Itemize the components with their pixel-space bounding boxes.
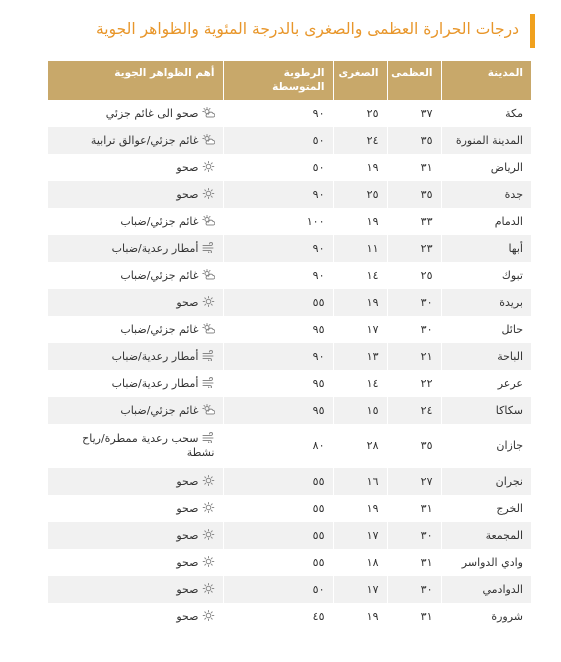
table-row (48, 603, 531, 630)
humidity-cell: ٥٥ (223, 495, 333, 522)
city-cell: نجران (441, 468, 531, 495)
table-row (48, 576, 531, 603)
table-row (48, 522, 531, 549)
table-row (48, 316, 531, 343)
humidity-cell: ٥٥ (223, 468, 333, 495)
city-cell: الباحة (441, 343, 531, 370)
humidity-cell: ١٠٠ (223, 208, 333, 235)
conditions-cell (48, 424, 223, 468)
humidity-cell: ٩٠ (223, 181, 333, 208)
header-min: الصغرى (333, 61, 387, 100)
humidity-cell: ٥٥ (223, 289, 333, 316)
humidity-cell: ٩٥ (223, 397, 333, 424)
conditions-cell (48, 235, 223, 262)
table-row (48, 549, 531, 576)
conditions-cell (48, 468, 223, 495)
sun-cloud-icon (202, 404, 215, 415)
max-temp-cell: ٣٧ (387, 100, 441, 127)
conditions-cell (48, 127, 223, 154)
humidity-cell: ٩٠ (223, 235, 333, 262)
conditions-text: غائم جزئي/ضباب (120, 322, 199, 336)
conditions-text: سحب رعدية ممطرة/رياح نشطة (82, 432, 215, 459)
conditions-cell (48, 522, 223, 549)
max-temp-cell: ٣٠ (387, 289, 441, 316)
section-header (60, 14, 535, 48)
sun-icon (202, 161, 215, 172)
sun-icon (202, 583, 215, 594)
max-temp-cell: ٣٠ (387, 316, 441, 343)
max-temp-cell: ٢٥ (387, 262, 441, 289)
humidity-cell: ٥٠ (223, 127, 333, 154)
header-humidity: الرطوبة المتوسطة (223, 61, 333, 100)
conditions-text: صحو (176, 609, 199, 623)
min-temp-cell: ١٩ (333, 603, 387, 630)
min-temp-cell: ١٧ (333, 316, 387, 343)
conditions-text: غائم جزئي/ضباب (120, 403, 199, 417)
wind-icon (202, 432, 215, 443)
min-temp-cell: ١٥ (333, 397, 387, 424)
max-temp-cell: ٣٥ (387, 181, 441, 208)
wind-icon (202, 377, 215, 388)
max-temp-cell: ٣٠ (387, 522, 441, 549)
min-temp-cell: ١٧ (333, 522, 387, 549)
conditions-text: صحو (176, 295, 199, 309)
max-temp-cell: ٣٥ (387, 424, 441, 468)
conditions-cell (48, 316, 223, 343)
city-cell: سكاكا (441, 397, 531, 424)
max-temp-cell: ٢٢ (387, 370, 441, 397)
conditions-cell (48, 576, 223, 603)
city-cell: المدينة المنورة (441, 127, 531, 154)
humidity-cell: ٩٠ (223, 100, 333, 127)
table-row (48, 181, 531, 208)
max-temp-cell: ٣١ (387, 154, 441, 181)
table-row (48, 289, 531, 316)
humidity-cell: ٥٥ (223, 522, 333, 549)
humidity-cell: ٥٠ (223, 154, 333, 181)
table-row (48, 468, 531, 495)
conditions-cell (48, 289, 223, 316)
city-cell: مكة (441, 100, 531, 127)
max-temp-cell: ٣٠ (387, 576, 441, 603)
table-header-row (48, 61, 531, 100)
humidity-cell: ٥٠ (223, 576, 333, 603)
city-cell: الدوادمي (441, 576, 531, 603)
conditions-text: غائم جزئي/ضباب (120, 214, 199, 228)
max-temp-cell: ٣١ (387, 495, 441, 522)
sun-icon (202, 296, 215, 307)
sun-icon (202, 475, 215, 486)
conditions-cell (48, 100, 223, 127)
max-temp-cell: ٢١ (387, 343, 441, 370)
conditions-text: صحو (176, 474, 199, 488)
conditions-cell (48, 343, 223, 370)
conditions-text: صحو الى غائم جزئي (105, 106, 199, 120)
humidity-cell: ٥٥ (223, 549, 333, 576)
conditions-cell (48, 181, 223, 208)
sun-cloud-icon (202, 107, 215, 118)
conditions-text: صحو (176, 501, 199, 515)
humidity-cell: ٩٥ (223, 316, 333, 343)
humidity-cell: ٩٠ (223, 343, 333, 370)
sun-cloud-icon (202, 215, 215, 226)
min-temp-cell: ١٩ (333, 495, 387, 522)
max-temp-cell: ٢٣ (387, 235, 441, 262)
min-temp-cell: ٢٥ (333, 100, 387, 127)
conditions-text: صحو (176, 187, 199, 201)
min-temp-cell: ١٣ (333, 343, 387, 370)
city-cell: حائل (441, 316, 531, 343)
max-temp-cell: ٣١ (387, 549, 441, 576)
city-cell: وادي الدواسر (441, 549, 531, 576)
max-temp-cell: ٣٥ (387, 127, 441, 154)
min-temp-cell: ١٦ (333, 468, 387, 495)
city-cell: أبها (441, 235, 531, 262)
wind-icon (202, 242, 215, 253)
conditions-text: صحو (176, 160, 199, 174)
table-row (48, 343, 531, 370)
header-conditions: أهم الظواهر الجوية (48, 61, 223, 100)
humidity-cell: ٨٠ (223, 424, 333, 468)
conditions-text: صحو (176, 528, 199, 542)
conditions-text: صحو (176, 555, 199, 569)
table-row (48, 154, 531, 181)
city-cell: جازان (441, 424, 531, 468)
min-temp-cell: ١٧ (333, 576, 387, 603)
weather-table (48, 61, 531, 630)
humidity-cell: ٤٥ (223, 603, 333, 630)
conditions-cell (48, 370, 223, 397)
table-row (48, 208, 531, 235)
header-max: العظمى (387, 61, 441, 100)
max-temp-cell: ٢٧ (387, 468, 441, 495)
conditions-cell (48, 262, 223, 289)
conditions-cell (48, 154, 223, 181)
table-row (48, 262, 531, 289)
sun-icon (202, 610, 215, 621)
max-temp-cell: ٣٣ (387, 208, 441, 235)
sun-icon (202, 529, 215, 540)
table-row (48, 370, 531, 397)
table-row (48, 235, 531, 262)
conditions-cell (48, 603, 223, 630)
header-city: المدينة (441, 61, 531, 100)
accent-bar (530, 14, 535, 48)
city-cell: جدة (441, 181, 531, 208)
min-temp-cell: ١٨ (333, 549, 387, 576)
table-body (48, 100, 531, 630)
city-cell: الدمام (441, 208, 531, 235)
sun-cloud-icon (202, 323, 215, 334)
table-row (48, 100, 531, 127)
conditions-cell (48, 549, 223, 576)
min-temp-cell: ٢٥ (333, 181, 387, 208)
conditions-text: أمطار رعدية/ضباب (111, 349, 199, 363)
sun-icon (202, 556, 215, 567)
table-row (48, 495, 531, 522)
table-row (48, 127, 531, 154)
humidity-cell: ٩٥ (223, 370, 333, 397)
sun-cloud-icon (202, 269, 215, 280)
conditions-cell (48, 208, 223, 235)
city-cell: عرعر (441, 370, 531, 397)
min-temp-cell: ١٩ (333, 208, 387, 235)
city-cell: الخرج (441, 495, 531, 522)
sun-cloud-icon (202, 134, 215, 145)
city-cell: الرياض (441, 154, 531, 181)
min-temp-cell: ١٤ (333, 370, 387, 397)
min-temp-cell: ١١ (333, 235, 387, 262)
sun-icon (202, 502, 215, 513)
conditions-text: غائم جزئي/عوالق ترابية (90, 133, 199, 147)
conditions-text: غائم جزئي/ضباب (120, 268, 199, 282)
table-row (48, 424, 531, 468)
city-cell: تبوك (441, 262, 531, 289)
sun-icon (202, 188, 215, 199)
min-temp-cell: ١٩ (333, 289, 387, 316)
max-temp-cell: ٣١ (387, 603, 441, 630)
min-temp-cell: ٢٨ (333, 424, 387, 468)
conditions-text: أمطار رعدية/ضباب (111, 241, 199, 255)
min-temp-cell: ١٩ (333, 154, 387, 181)
table-row (48, 397, 531, 424)
min-temp-cell: ٢٤ (333, 127, 387, 154)
city-cell: بريدة (441, 289, 531, 316)
max-temp-cell: ٢٤ (387, 397, 441, 424)
humidity-cell: ٩٠ (223, 262, 333, 289)
city-cell: شرورة (441, 603, 531, 630)
conditions-text: أمطار رعدية/ضباب (111, 376, 199, 390)
min-temp-cell: ١٤ (333, 262, 387, 289)
conditions-cell (48, 495, 223, 522)
city-cell: المجمعة (441, 522, 531, 549)
conditions-cell (48, 397, 223, 424)
page-title: درجات الحرارة العظمى والصغرى بالدرجة المئوية والظواهر الجوية (96, 20, 519, 38)
wind-icon (202, 350, 215, 361)
conditions-text: صحو (176, 582, 199, 596)
